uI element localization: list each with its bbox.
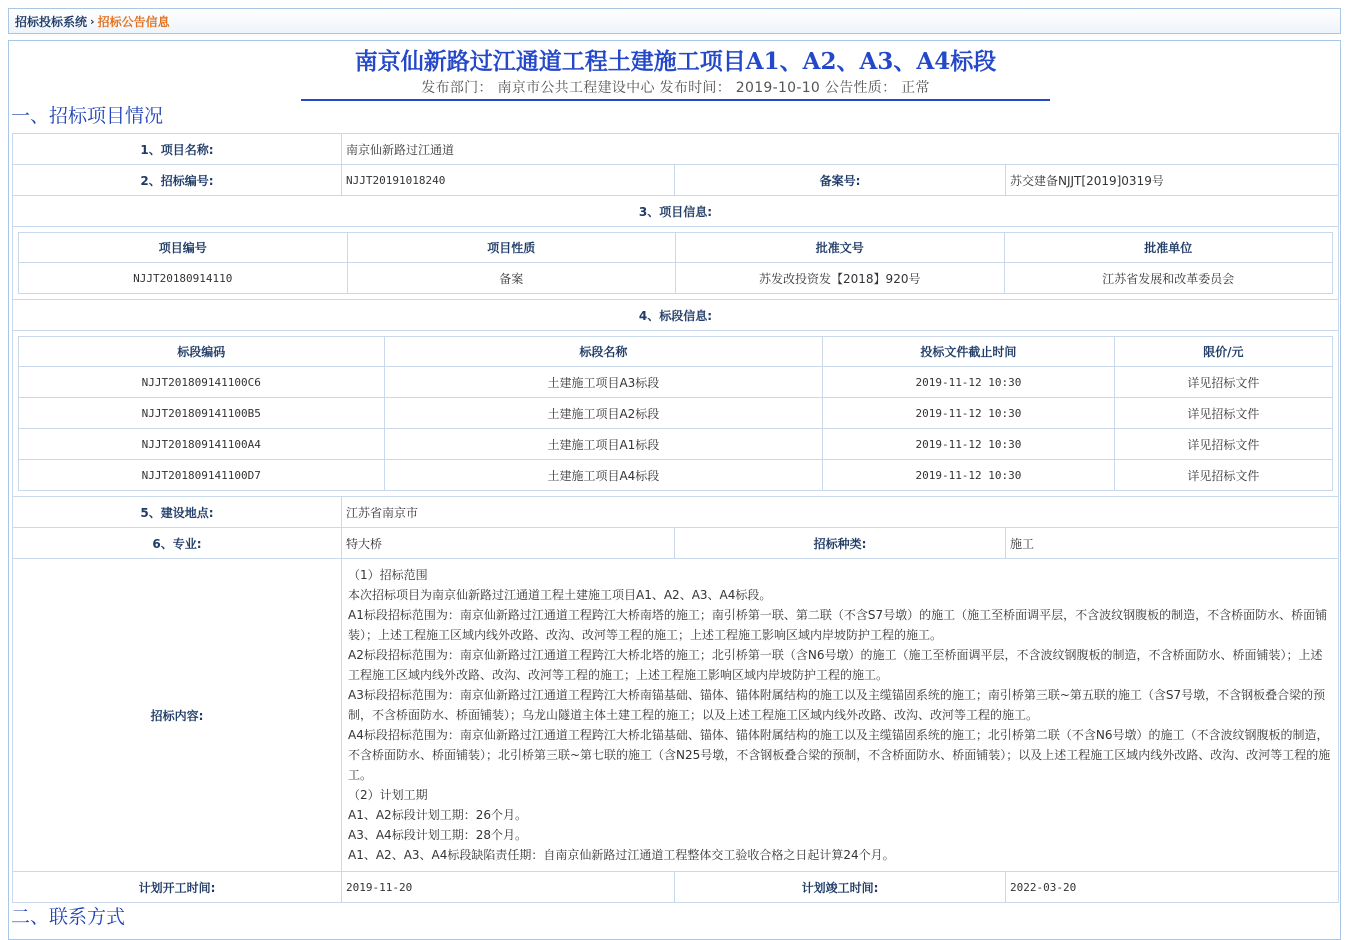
project-name-value: 南京仙新路过江通道 [342,134,1339,165]
breadcrumb-current: 招标公告信息 [97,14,170,29]
location-value: 江苏省南京市 [342,497,1339,528]
table-row [19,398,1333,429]
column-header: 投标文件截止时间 [823,337,1114,367]
column-header: 批准文号 [676,233,1005,263]
column-header: 项目性质 [347,233,676,263]
tender-code-label: 2、招标编号: [13,165,342,196]
table-cell: 土建施工项目A4标段 [384,460,823,491]
column-header: 批准单位 [1004,233,1333,263]
table-cell: 2019-11-12 10:30 [823,367,1114,398]
start-date-label: 计划开工时间: [13,872,342,903]
table-row [13,227,1339,300]
project-table [12,133,1339,903]
sections-info-cell [13,331,1339,497]
table-cell: 土建施工项目A1标段 [384,429,823,460]
category-value: 施工 [1006,528,1339,559]
table-cell: 备案 [347,263,676,294]
table-row [13,134,1339,165]
table-header-row [19,337,1333,367]
record-no-label: 备案号: [675,165,1006,196]
content-line: A1、A2标段计划工期：26个月。 [348,808,527,822]
table-row [13,497,1339,528]
table-cell: 详见招标文件 [1114,460,1332,491]
breadcrumb-chevron-icon: › [90,14,95,28]
specialty-value: 特大桥 [342,528,675,559]
section-heading-contact: 二、联系方式 [11,906,126,928]
table-row [19,263,1333,294]
table-header-row [19,233,1333,263]
tender-code-value: NJJT20191018240 [342,165,675,196]
table-cell: 土建施工项目A3标段 [384,367,823,398]
project-info-cell [13,227,1339,300]
end-date-label: 计划竣工时间: [675,872,1006,903]
notice-title: 南京仙新路过江通道工程土建施工项目A1、A2、A3、A4标段 [354,48,997,75]
content-line: A1、A2、A3、A4标段缺陷责任期：自南京仙新路过江通道工程整体交工验收合格之日起计算24个月。 [348,848,895,862]
table-cell: NJJT201809141100D7 [19,460,385,491]
table-cell: 详见招标文件 [1114,429,1332,460]
content-line: A2标段招标范围为：南京仙新路过江通道工程跨江大桥北塔的施工；北引桥第一联（含N6号墩）的施工（施工至桥面调平层，不含波纹钢腹板的制造，不含桥面防水、桥面铺装）；上述工程施工区域内线外改路、改沟、改河等工程的施工；上述工程施工影响区域内岸坡防护工程的施工。 [348,648,1323,682]
content-line: A1标段招标范围为：南京仙新路过江通道工程跨江大桥南塔的施工；南引桥第一联、第二联（不含S7号墩）的施工（施工至桥面调平层，不含波纹钢腹板的制造，不含桥面防水、桥面铺装）；上述工程施工区域内线外改路、改沟、改河等工程的施工；上述工程施工影响区域内岸坡防护工程的施工。 [348,608,1328,642]
table-row [13,300,1339,331]
notice-container [8,40,1341,940]
table-row [13,331,1339,497]
table-row [13,872,1339,903]
column-header: 项目编号 [19,233,348,263]
table-cell: 2019-11-12 10:30 [823,398,1114,429]
content-label: 招标内容: [13,559,342,872]
table-cell: 土建施工项目A2标段 [384,398,823,429]
content-line: A4标段招标范围为：南京仙新路过江通道工程跨江大桥北锚基础、锚体、锚体附属结构的施工以及主缆锚固系统的施工；北引桥第二联（不含N6号墩）的施工（不含波纹钢腹板的制造，不含桥面防水、桥面铺装）；北引桥第三联~第七联的施工（含N25号墩，不含钢板叠合梁的预制，不含桥面防水、桥面铺装）；以及上述工程施工区域内线外改路、改沟、改河等工程的施工。 [348,728,1331,782]
publish-info: 发布部门： 南京市公共工程建设中心 发布时间： 2019-10-10 公告性质： 正常 [301,77,1050,101]
project-info-label: 3、项目信息: [13,196,1339,227]
table-cell: NJJT201809141100B5 [19,398,385,429]
table-row [19,429,1333,460]
table-row [13,559,1339,872]
table-cell: 江苏省发展和改革委员会 [1004,263,1333,294]
table-row [19,460,1333,491]
content-line: （2）计划工期 [348,788,428,802]
table-cell: 苏发改投资发【2018】920号 [676,263,1005,294]
section-heading-project: 一、招标项目情况 [11,105,164,127]
sections-table [18,336,1333,491]
table-cell: NJJT20180914110 [19,263,348,294]
location-label: 5、建设地点: [13,497,342,528]
record-no-value: 苏交建备NJJT[2019]0319号 [1006,165,1339,196]
sections-info-label: 4、标段信息: [13,300,1339,331]
table-cell: 详见招标文件 [1114,398,1332,429]
content-line: A3、A4标段计划工期：28个月。 [348,828,527,842]
table-cell: 2019-11-12 10:30 [823,429,1114,460]
table-row [13,165,1339,196]
table-cell: 详见招标文件 [1114,367,1332,398]
specialty-label: 6、专业: [13,528,342,559]
breadcrumb-home-link[interactable]: 招标投标系统 [15,14,88,29]
table-cell: NJJT201809141100A4 [19,429,385,460]
column-header: 标段编码 [19,337,385,367]
project-info-table [18,232,1333,294]
content-line: 本次招标项目为南京仙新路过江通道工程土建施工项目A1、A2、A3、A4标段。 [348,588,772,602]
column-header: 限价/元 [1114,337,1332,367]
table-row [19,367,1333,398]
end-date-value: 2022-03-20 [1006,872,1339,903]
table-row [13,528,1339,559]
content-line: （1）招标范围 [348,568,428,582]
breadcrumb [8,8,1341,34]
category-label: 招标种类: [675,528,1006,559]
project-name-label: 1、项目名称: [13,134,342,165]
content-value [342,559,1339,872]
table-cell: NJJT201809141100C6 [19,367,385,398]
start-date-value: 2019-11-20 [342,872,675,903]
column-header: 标段名称 [384,337,823,367]
content-line: A3标段招标范围为：南京仙新路过江通道工程跨江大桥南锚基础、锚体、锚体附属结构的施工以及主缆锚固系统的施工；南引桥第三联~第五联的施工（含S7号墩，不含钢板叠合梁的预制，不含桥面防水、桥面铺装）；乌龙山隧道主体土建工程的施工；以及上述工程施工区域内线外改路、改沟、改河等工程的施工。 [348,688,1326,722]
table-cell: 2019-11-12 10:30 [823,460,1114,491]
table-row [13,196,1339,227]
